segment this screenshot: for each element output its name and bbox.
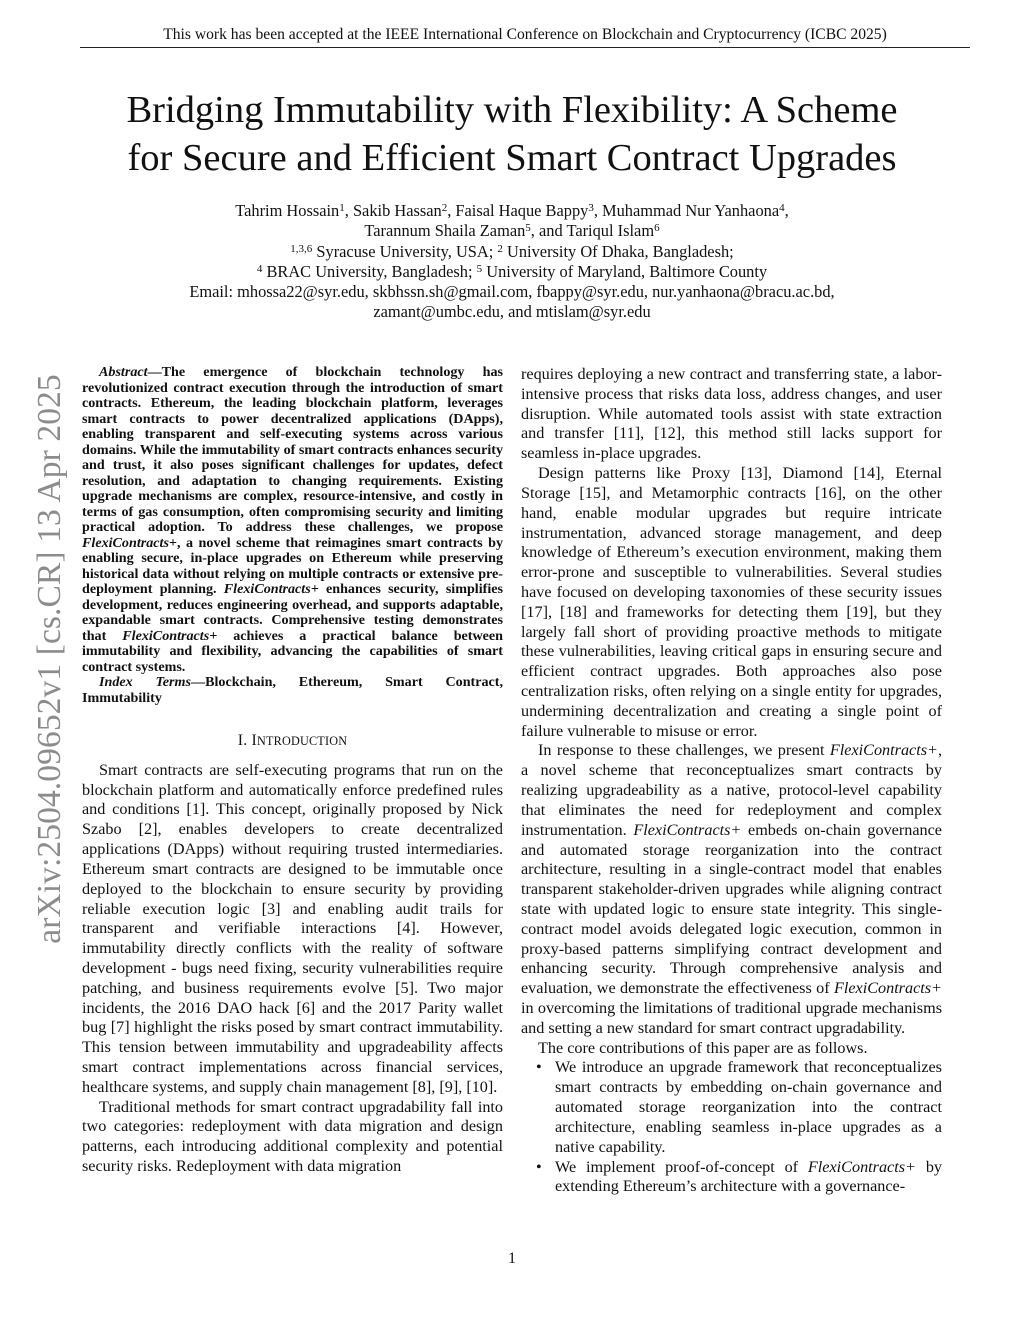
contributions-list — [521, 1058, 942, 1197]
affiliation-line-2: $^4$ BRAC University, Bangladesh; $^5$ University of Maryland, Baltimore County — [256, 261, 768, 281]
running-head: This work has been accepted at the IEEE International Conference on Blockchain and Cryptocurrency (ICBC 2025) — [80, 26, 970, 48]
list-item: • We implement proof-of-concept of FlexiContracts+ by extending Ethereum’s architecture with a governance- — [521, 1158, 942, 1198]
intro-paragraph-1: Smart contracts are self-executing programs that run on the blockchain platform and automatically enforce predefined rules and conditions [1]. This concept, originally proposed by Nick Szabo [2], enables developers to create decentralized applications (DApps) without requiring trusted intermediaries. Ethereum smart contracts are designed to be immutable once deployed to the blockchain to ensure security by providing reliable execution logic [3] and enabling audit trails for transparent and verifiable interactions [4]. However, immutability directly conflicts with the reality of software development - bugs need fixing, security vulnerabilities require patching, and business requirements evolve [5]. Two major incidents, the 2016 DAO hack [6] and the 2017 Parity wallet bug [7] highlight the risks posed by smart contract immutability. This tension between immutability and upgradeability affects smart contract implementations across financial services, healthcare systems, and supply chain management [8], [9], [10]. — [82, 760, 503, 1096]
intro-paragraph-5: The core contributions of this paper are as follows. — [538, 1038, 868, 1057]
abstract: Abstract—The emergence of blockchain technology has revolutionized contract execution through the introduction of smart contracts. Ethereum, the leading blockchain platform, leverages smart contracts to power decentralized applications (DApps), enabling transparent and self-executing systems across various domains. While the immutability of smart contracts enhances security and trust, it also poses significant challenges for updates, defect resolution, and adaptation to changing requirements. Existing upgrade mechanisms are complex, resource-intensive, and costly in terms of gas consumption, often compromising security and limiting practical adoption. To address these challenges, we propose FlexiContracts+, a novel scheme that reimagines smart contracts by enabling secure, in-place upgrades on Ethereum while preserving historical data without relying on multiple contracts or extensive pre-deployment planning. FlexiContracts+ enhances security, simplifies development, reduces engineering overhead, and supports adaptable, expandable smart contracts. Comprehensive testing demonstrates that FlexiContracts+ achieves a practical balance between immutability and flexibility, advancing the capabilities of smart contract systems. Index Terms—Blockchain, Ethereum, Smart Contract, Immutability — [82, 364, 504, 706]
abstract-label: Abstract — [99, 364, 148, 380]
paper-title — [60, 86, 964, 182]
email-line-1: Email: mhossa22@syr.edu, skbhssn.sh@gmail.com, fbappy@syr.edu, nur.yanhaona@bracu.ac.bd, — [189, 282, 835, 302]
intro-paragraph-2: Traditional methods for smart contract upgradability fall into two categories: redeployment with data migration and design patterns, each introducing additional complexity and potential security risks. Redeployment with data migration — [82, 1097, 503, 1176]
intro-paragraph-2-continued: requires deploying a new contract and transferring state, a labor-intensive process that risks data loss, address changes, and user disruption. While automated tools assist with state extraction and transfer [11], [12], this method still lacks support for seamless in-place upgrades. — [521, 365, 942, 463]
author-block — [60, 201, 964, 323]
title-line-1: Bridging Immutability with Flexibility: A Scheme — [126, 89, 898, 131]
affiliation-line-1: $^{1,3,6}$ Syracuse University, USA; $^2$ University Of Dhaka, Bangladesh; — [290, 241, 734, 261]
email-line-2: zamant@umbc.edu, and mtislam@syr.edu — [373, 302, 651, 322]
index-terms: Index Terms—Blockchain, Ethereum, Smart Contract, Immutability — [82, 674, 503, 706]
intro-paragraph-3: Design patterns like Proxy [13], Diamond [14], Eternal Storage [15], and Metamorphic contracts [16], on the other hand, enable modular upgrades but require intricate instrumentation, advanced storage management, and deep knowledge of Ethereum’s execution environment, making them error-prone and susceptible to vulnerabilities. Several studies have focused on developing taxonomies of these security issues [17], [18] and frameworks for detecting them [19], but they largely fall short of providing proactive methods to mitigate these vulnerabilities, leaving critical gaps in ensuring secure and efficient contract upgrades. Both approaches also pose centralization risks, often relying on a single entity for upgrades, undermining decentralization and creating a single point of failure vulnerable to misuse or error. — [521, 464, 942, 740]
intro-paragraph-4: In response to these challenges, we present FlexiContracts+, a novel scheme that reconceptualizes smart contracts by realizing upgradeability as a native, protocol-level capability that eliminates the need for redeployment and complex instrumentation. FlexiContracts+ embeds on-chain governance and automated storage reorganization into the contract architecture, resulting in a single-contract model that enables transparent stakeholder-driven upgrades while aligning contract state with updated logic to ensure state integrity. This single-contract model avoids delegated logic execution, common in proxy-based patterns simplifying contract development and enhancing security. Through comprehensive analysis and evaluation, we demonstrate the effectiveness of FlexiContracts+ in overcoming the limitations of traditional upgrade mechanisms and setting a new standard for smart contract upgradability. — [521, 741, 942, 1037]
left-column — [82, 365, 503, 1177]
list-item: • We introduce an upgrade framework that reconceptualizes smart contracts by embedding on-chain governance and automated storage reorganization into the contract architecture, enabling seamless in-place upgrades as a native capability. — [521, 1058, 942, 1157]
author-line-1: Tahrim Hossain$^1$, Sakib Hassan$^2$, Faisal Haque Bappy$^3$, Muhammad Nur Yanhaona$^4$, — [235, 201, 789, 220]
author-line-2: Tarannum Shaila Zaman$^5$, and Tariqul Islam$^6$ — [364, 221, 660, 241]
right-column — [521, 365, 942, 1197]
page-number: 1 — [508, 1250, 516, 1267]
title-line-2: for Secure and Efficient Smart Contract Upgrades — [127, 137, 897, 179]
section-heading-introduction: I. INTRODUCTION — [237, 732, 348, 749]
arxiv-stamp: arXiv:2504.09652v1 [cs.CR] 13 Apr 2025 — [31, 374, 68, 944]
